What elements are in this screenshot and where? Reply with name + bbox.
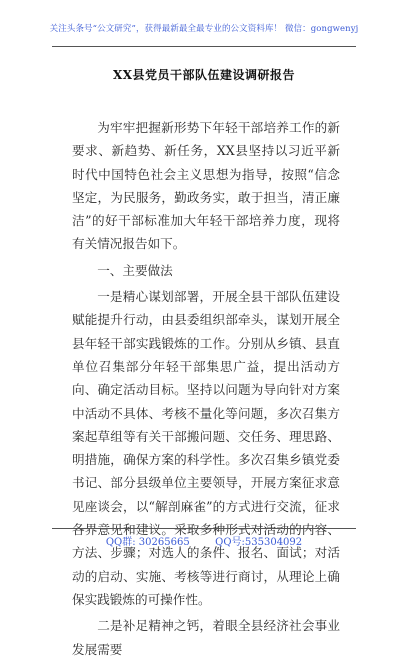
footer-contact: QQ群: 30265665 QQ号:535304092 <box>105 537 303 548</box>
body-paragraph-planning: 一是精心谋划部署，开展全县干部队伍建设赋能提升行动，由县委组织部牵头，谋划开展全县年轻干部实践锻炼的工作。分别从乡镇、县直单位召集部分年轻干部集思广益，提出活动方向、确定活动目标。坚持以问题为导向针对方案中活动不具体、考核不量化等问题，多次召集方案起草组等有关干部搬问题、交任务、理思路、明措施，确保方案的科学性。多次召集乡镇党委书记、部分县级单位主要领导，开展方案征求意见座谈会，以“解剖麻雀”的方式进行交流，征求各界意见和建议。采取多种形式对活动的内容、方法、步骤；对选人的条件、报名、面试；对活动的启动、实施、考核等进行商讨，从理论上确保实践锻炼的可操作性。 <box>72 289 340 607</box>
document-body <box>72 116 340 661</box>
header-banner: 关注头条号“公文研究”，获得最新最全最专业的公文资料库！ 微信：gongwenyj <box>49 24 359 34</box>
header-divider <box>52 46 356 47</box>
intro-paragraph: 为牢牢把握新形势下年轻干部培养工作的新要求、新趋势、新任务，XX县坚持以习近平新时代中国特色社会主义思想为指导，按照“信念坚定，为民服务，勤政务实，敢于担当，清正廉洁”的好干部标准加大年轻干部培养力度，现将有关情况报告如下。 <box>72 120 340 252</box>
section-heading-main-practices: 一、主要做法 <box>97 262 173 278</box>
footer-divider <box>52 528 356 529</box>
document-title: XX县党员干部队伍建设调研报告 <box>112 68 296 82</box>
body-paragraph-spirit: 二是补足精神之钙，着眼全县经济社会事业发展需要 <box>72 618 340 657</box>
